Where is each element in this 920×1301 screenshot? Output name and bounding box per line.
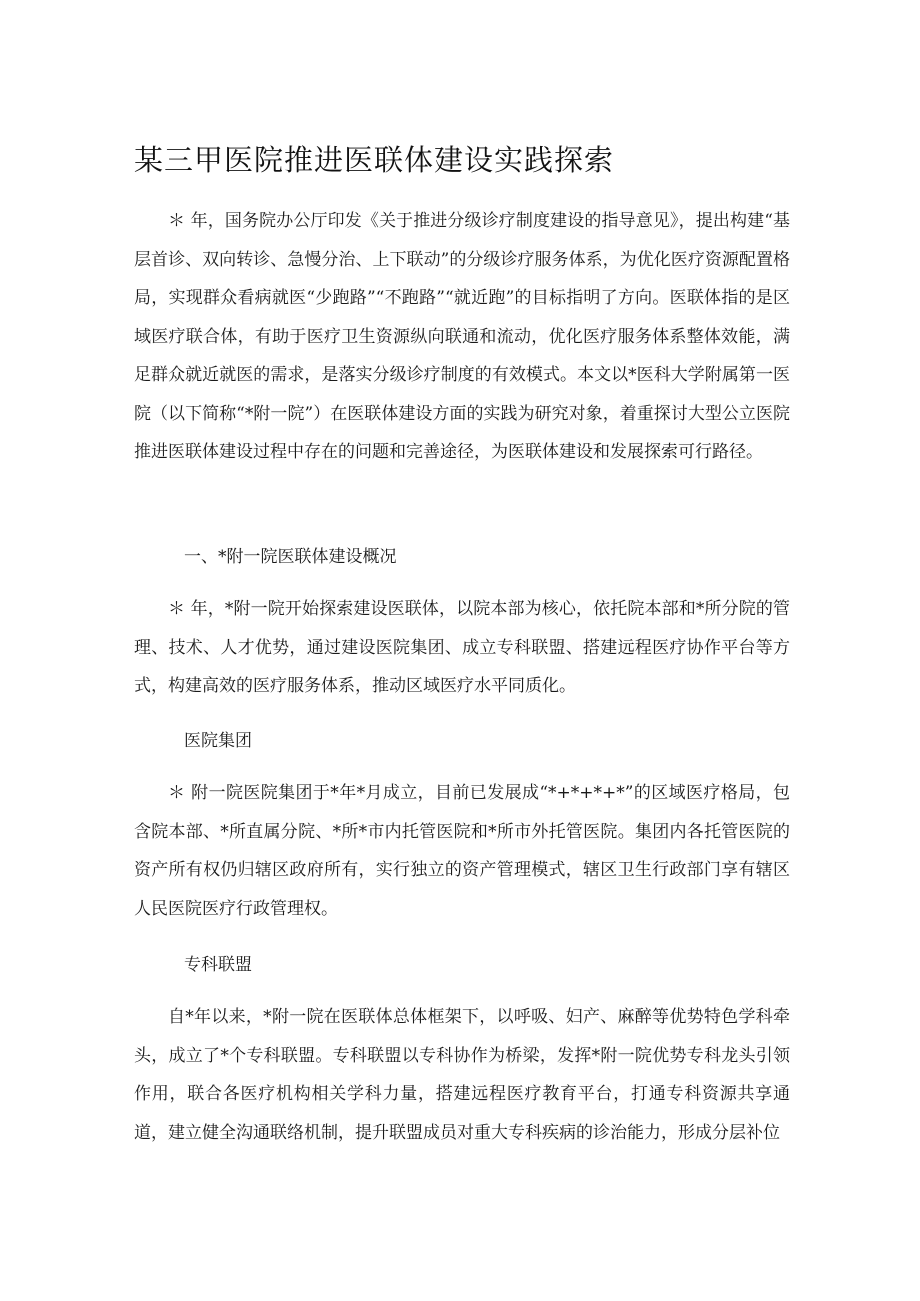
paragraph-overview: ＊ 年，*附一院开始探索建设医联体，以院本部为核心，依托院本部和*所分院的管理、技术、人才优势，通过建设医院集团、成立专科联盟、搭建远程医疗协作平台等方式，构建高效的医疗服务体系，推动区域医疗水平同质化。 — [134, 599, 790, 696]
section-heading-specialty-alliance: 专科联盟 — [184, 955, 252, 975]
paragraph-hospital-group: ＊ 附一院医院集团于*年*月成立，目前已发展成“*+*+*+*”的区域医疗格局，包含院本部、*所直属分院、*所*市内托管医院和*所市外托管医院。集团内各托管医院的资产所有权仍归辖区政府所有，实行独立的资产管理模式，辖区卫生行政部门享有辖区人民医院医疗行政管理权。 — [134, 783, 790, 919]
page-title: 某三甲医院推进医联体建设实践探索 — [134, 143, 615, 177]
section-heading-hospital-group: 医院集团 — [184, 731, 252, 751]
section-heading-overview: 一、*附一院医联体建设概况 — [184, 547, 397, 567]
paragraph-intro: ＊ 年，国务院办公厅印发《关于推进分级诊疗制度建设的指导意见》，提出构建“基层首诊、双向转诊、急慢分治、上下联动”的分级诊疗服务体系，为优化医疗资源配置格局，实现群众看病就医“少跑路”“不跑路”“就近跑”的目标指明了方向。医联体指的是区域医疗联合体，有助于医疗卫生资源纵向联通和流动，优化医疗服务体系整体效能，满足群众就近就医的需求，是落实分级诊疗制度的有效模式。本文以*医科大学附属第一医院（以下简称“*附一院”）在医联体建设方面的实践为研究对象，着重探讨大型公立医院推进医联体建设过程中存在的问题和完善途径，为医联体建设和发展探索可行路径。 — [134, 211, 790, 462]
paragraph-specialty-alliance: 自*年以来，*附一院在医联体总体框架下，以呼吸、妇产、麻醉等优势特色学科牵头，成立了*个专科联盟。专科联盟以专科协作为桥梁，发挥*附一院优势专科龙头引领作用，联合各医疗机构相关学科力量，搭建远程医疗教育平台，打通专科资源共享通道，建立健全沟通联络机制，提升联盟成员对重大专科疾病的诊治能力，形成分层补位 — [134, 1007, 790, 1143]
